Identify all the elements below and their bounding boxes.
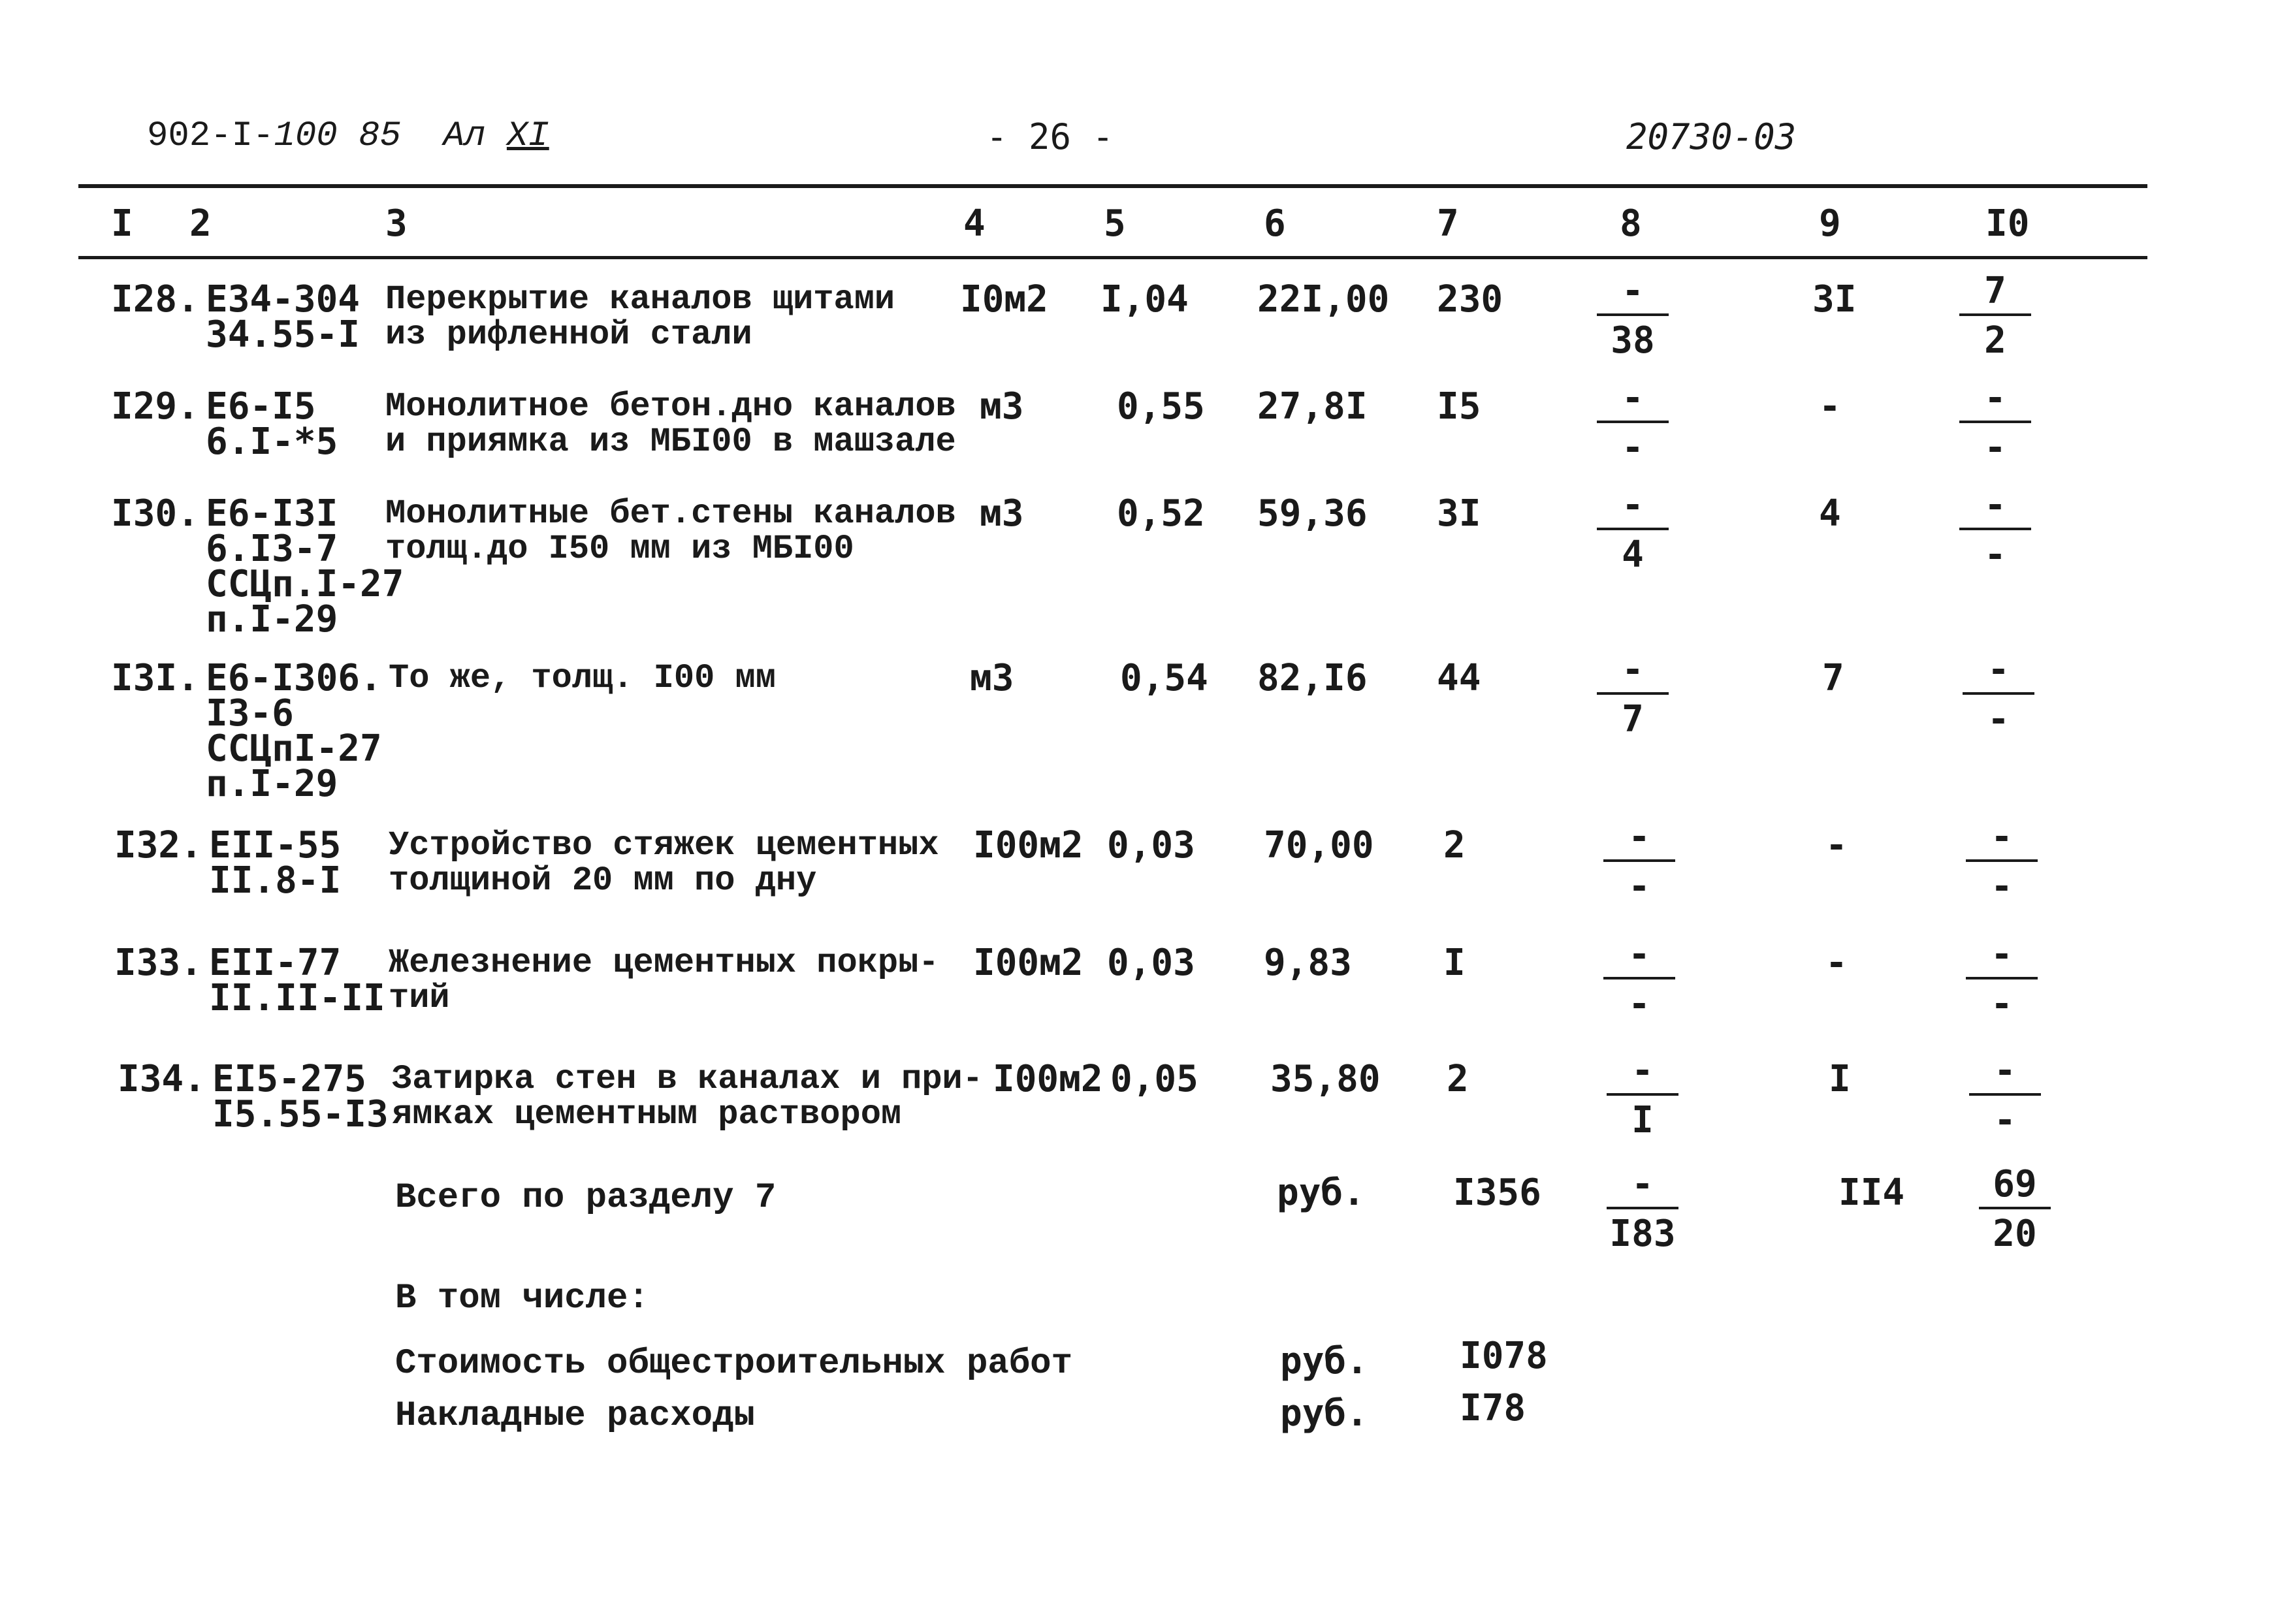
row-133-num: I33.	[114, 942, 202, 984]
row-134-desc-1: Затирка стен в каналах и при-	[392, 1060, 983, 1098]
row-129-price: 27,8I	[1257, 385, 1368, 428]
row-131-col9: 7	[1822, 657, 1844, 699]
row-131-desc-1: То же, толщ. I00 мм	[389, 659, 776, 697]
col-header-10: I0	[1985, 202, 2030, 245]
row-128-code-1: Е34-304	[206, 278, 361, 321]
row-130-total: 3I	[1437, 492, 1481, 535]
row-131-code-2: I3-6	[206, 692, 294, 735]
row-133-code-1: ЕII-77	[209, 942, 342, 984]
row-130-col9: 4	[1819, 492, 1841, 535]
row-128-num: I28.	[111, 278, 199, 321]
row-129-qty: 0,55	[1117, 385, 1205, 428]
row-130-code-2: 6.I3-7	[206, 528, 338, 570]
row-133-qty: 0,03	[1107, 942, 1195, 984]
row-128-qty: I,04	[1100, 278, 1189, 321]
row-131-code-1: Е6-I306.	[206, 657, 382, 699]
row-130-price: 59,36	[1257, 492, 1368, 535]
general-works-value: I078	[1460, 1335, 1548, 1377]
row-132-col10: - -	[1966, 819, 2038, 905]
row-134-code-1: ЕI5-275	[212, 1058, 367, 1100]
section-total-value: I356	[1453, 1171, 1541, 1214]
row-134-desc-2: ямках цементным раствором	[392, 1095, 902, 1134]
including-label: В том числе:	[395, 1279, 649, 1318]
row-129-code-1: Е6-I5	[206, 385, 316, 428]
row-129-col8: - -	[1597, 380, 1669, 466]
row-129-code-2: 6.I-*5	[206, 421, 338, 463]
col-header-7: 7	[1437, 202, 1459, 245]
row-134-num: I34.	[118, 1058, 206, 1100]
overhead-value: I78	[1460, 1387, 1526, 1429]
row-134-col8: - I	[1607, 1053, 1678, 1139]
row-129-unit: м3	[980, 385, 1024, 428]
row-132-col8: - -	[1603, 819, 1675, 905]
section-total-label: Всего по разделу 7	[395, 1178, 777, 1218]
row-132-qty: 0,03	[1107, 824, 1195, 867]
col-header-2: 2	[189, 202, 212, 245]
overhead-label: Накладные расходы	[395, 1396, 755, 1436]
row-130-code-1: Е6-I3I	[206, 492, 338, 535]
doc-code-part4: XI	[506, 116, 549, 156]
section-total-unit: руб.	[1277, 1171, 1365, 1214]
row-133-desc-1: Железнение цементных покры-	[389, 944, 939, 982]
row-130-desc-1: Монолитные бет.стены каналов	[385, 494, 956, 533]
row-133-col9: -	[1825, 942, 1848, 984]
col-header-9: 9	[1819, 202, 1841, 245]
row-134-col9: I	[1829, 1058, 1851, 1100]
row-129-col9: -	[1819, 385, 1841, 428]
doc-code	[147, 116, 549, 156]
col-header-1: I	[111, 202, 133, 245]
row-129-desc-2: и приямка из МБI00 в машзале	[385, 422, 956, 461]
row-132-code-1: ЕII-55	[209, 824, 342, 867]
row-133-col8: - -	[1603, 936, 1675, 1023]
col-header-4: 4	[963, 202, 986, 245]
row-133-total: I	[1443, 942, 1466, 984]
row-131-code-3: ССЦпI-27	[206, 727, 382, 770]
row-132-price: 70,00	[1264, 824, 1374, 867]
row-130-desc-2: толщ.до I50 мм из МБI00	[385, 530, 854, 568]
row-131-num: I3I.	[111, 657, 199, 699]
row-129-total: I5	[1437, 385, 1481, 428]
row-130-code-3: ССЦп.I-27	[206, 563, 404, 605]
row-133-unit: I00м2	[973, 942, 1083, 984]
row-128-price: 22I,00	[1257, 278, 1390, 321]
row-130-unit: м3	[980, 492, 1024, 535]
row-130-qty: 0,52	[1117, 492, 1205, 535]
top-rule	[78, 184, 2147, 188]
row-134-code-2: I5.55-I3	[212, 1093, 389, 1136]
row-131-col10: - -	[1963, 652, 2034, 738]
row-129-num: I29.	[111, 385, 199, 428]
row-133-desc-2: тий	[389, 979, 450, 1017]
row-130-col8: - 4	[1597, 487, 1669, 573]
section-total-col9: II4	[1838, 1171, 1905, 1214]
section-total-col8: - I83	[1607, 1166, 1678, 1252]
doc-number: 20730-03	[1626, 116, 1797, 157]
row-131-code-4: п.I-29	[206, 763, 338, 805]
row-134-col10: - -	[1969, 1053, 2041, 1139]
overhead-unit: руб.	[1280, 1392, 1368, 1435]
row-132-col9: -	[1825, 824, 1848, 867]
col-header-3: 3	[385, 202, 408, 245]
page-number: - 26 -	[986, 116, 1114, 157]
row-129-desc-1: Монолитное бетон.дно каналов	[385, 387, 956, 426]
row-128-code-2: 34.55-I	[206, 313, 361, 356]
row-134-unit: I00м2	[993, 1058, 1103, 1100]
row-130-code-4: п.I-29	[206, 598, 338, 641]
row-132-unit: I00м2	[973, 824, 1083, 867]
general-works-label: Стоимость общестроительных работ	[395, 1344, 1072, 1384]
row-128-col9: 3I	[1812, 278, 1857, 321]
row-132-desc-2: толщиной 20 мм по дну	[389, 861, 817, 900]
row-131-total: 44	[1437, 657, 1481, 699]
general-works-unit: руб.	[1280, 1340, 1368, 1382]
row-128-col10: 7 2	[1959, 273, 2031, 359]
row-133-price: 9,83	[1264, 942, 1352, 984]
row-128-desc-1: Перекрытие каналов щитами	[385, 280, 895, 319]
row-132-num: I32.	[114, 824, 202, 867]
row-131-qty: 0,54	[1120, 657, 1208, 699]
header-rule	[78, 256, 2147, 259]
row-134-total: 2	[1447, 1058, 1469, 1100]
col-header-8: 8	[1620, 202, 1642, 245]
row-131-unit: м3	[970, 657, 1014, 699]
row-130-col10: - -	[1959, 487, 2031, 573]
row-134-price: 35,80	[1270, 1058, 1381, 1100]
col-header-5: 5	[1104, 202, 1126, 245]
doc-code-part2: 100 85	[274, 116, 401, 156]
row-132-code-2: II.8-I	[209, 859, 342, 902]
row-134-qty: 0,05	[1110, 1058, 1198, 1100]
row-128-col8: - 38	[1597, 273, 1669, 359]
doc-code-part1: 902-I-	[147, 116, 274, 156]
row-128-unit: I0м2	[960, 278, 1048, 321]
row-128-total: 230	[1437, 278, 1503, 321]
row-130-num: I30.	[111, 492, 199, 535]
row-131-col8: - 7	[1597, 652, 1669, 738]
row-132-desc-1: Устройство стяжек цементных	[389, 826, 939, 865]
doc-code-part3: Ал	[443, 116, 486, 156]
row-129-col10: - -	[1959, 380, 2031, 466]
row-132-total: 2	[1443, 824, 1466, 867]
row-133-code-2: II.II-II	[209, 977, 385, 1019]
row-128-desc-2: из рифленной стали	[385, 315, 752, 354]
section-total-col10: 69 20	[1979, 1166, 2051, 1252]
col-header-6: 6	[1264, 202, 1286, 245]
row-131-price: 82,I6	[1257, 657, 1368, 699]
row-133-col10: - -	[1966, 936, 2038, 1023]
